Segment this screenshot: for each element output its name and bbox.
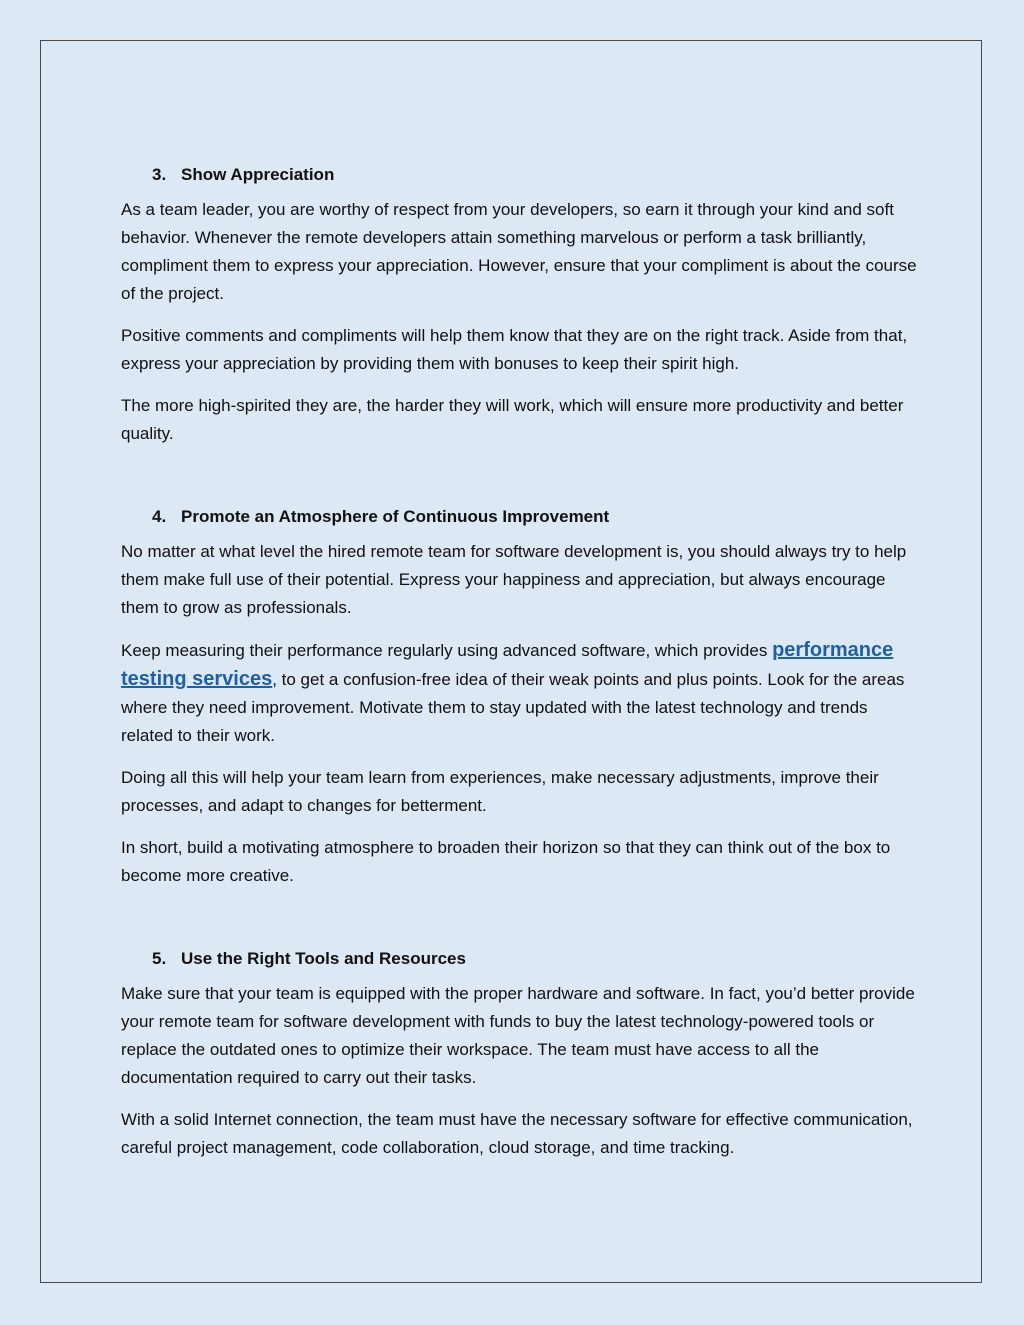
- section-number: 5.: [152, 949, 167, 968]
- section-title: Promote an Atmosphere of Continuous Improvement: [181, 507, 610, 526]
- performance-testing-services-link[interactable]: performance testing services: [121, 639, 894, 690]
- paragraph-text: Keep measuring their performance regularly using advanced software, which provides: [121, 641, 773, 660]
- paragraph: Make sure that your team is equipped with the proper hardware and software. In fact, you’d better provide your remote team for software development with funds to buy the latest technology-powered tools or replace the outdated ones to optimize their workspace. The team must have access to all the documentation required to carry out their tasks.: [121, 984, 915, 1087]
- section-right-tools: [121, 945, 921, 1162]
- paragraph-text: , to get a confusion-free idea of their weak points and plus points. Look for the areas where they need improvement. Motivate them to stay updated with the latest technology and trends related to their work.: [121, 670, 905, 745]
- section-heading: [152, 161, 921, 189]
- paragraph-with-link: [121, 636, 921, 750]
- section-heading: [152, 503, 921, 531]
- paragraph: With a solid Internet connection, the team must have the necessary software for effective communication, careful project management, code collaboration, cloud storage, and time tracking.: [121, 1110, 913, 1157]
- section-title: Use the Right Tools and Resources: [181, 949, 466, 968]
- section-heading: [152, 945, 921, 973]
- section-number: 4.: [152, 507, 167, 526]
- section-continuous-improvement: [121, 503, 921, 890]
- paragraph: The more high-spirited they are, the harder they will work, which will ensure more productivity and better quality.: [121, 396, 904, 443]
- paragraph: Positive comments and compliments will help them know that they are on the right track. Aside from that, express your appreciation by providing them with bonuses to keep their spirit high.: [121, 326, 908, 373]
- document-content: [121, 161, 921, 1176]
- section-number: 3.: [152, 165, 167, 184]
- document-page: [40, 40, 982, 1283]
- paragraph: As a team leader, you are worthy of respect from your developers, so earn it through your kind and soft behavior. Whenever the remote developers attain something marvelous or perform a task brilliantly, compliment them to express your appreciation. However, ensure that your compliment is about the course of the project.: [121, 200, 917, 303]
- section-title: Show Appreciation: [181, 165, 335, 184]
- paragraph: Doing all this will help your team learn from experiences, make necessary adjustments, improve their processes, and adapt to changes for betterment.: [121, 768, 879, 815]
- paragraph: No matter at what level the hired remote team for software development is, you should always try to help them make full use of their potential. Express your happiness and appreciation, but always encourage them to grow as professionals.: [121, 542, 907, 617]
- paragraph: In short, build a motivating atmosphere to broaden their horizon so that they can think out of the box to become more creative.: [121, 838, 891, 885]
- section-show-appreciation: [121, 161, 921, 448]
